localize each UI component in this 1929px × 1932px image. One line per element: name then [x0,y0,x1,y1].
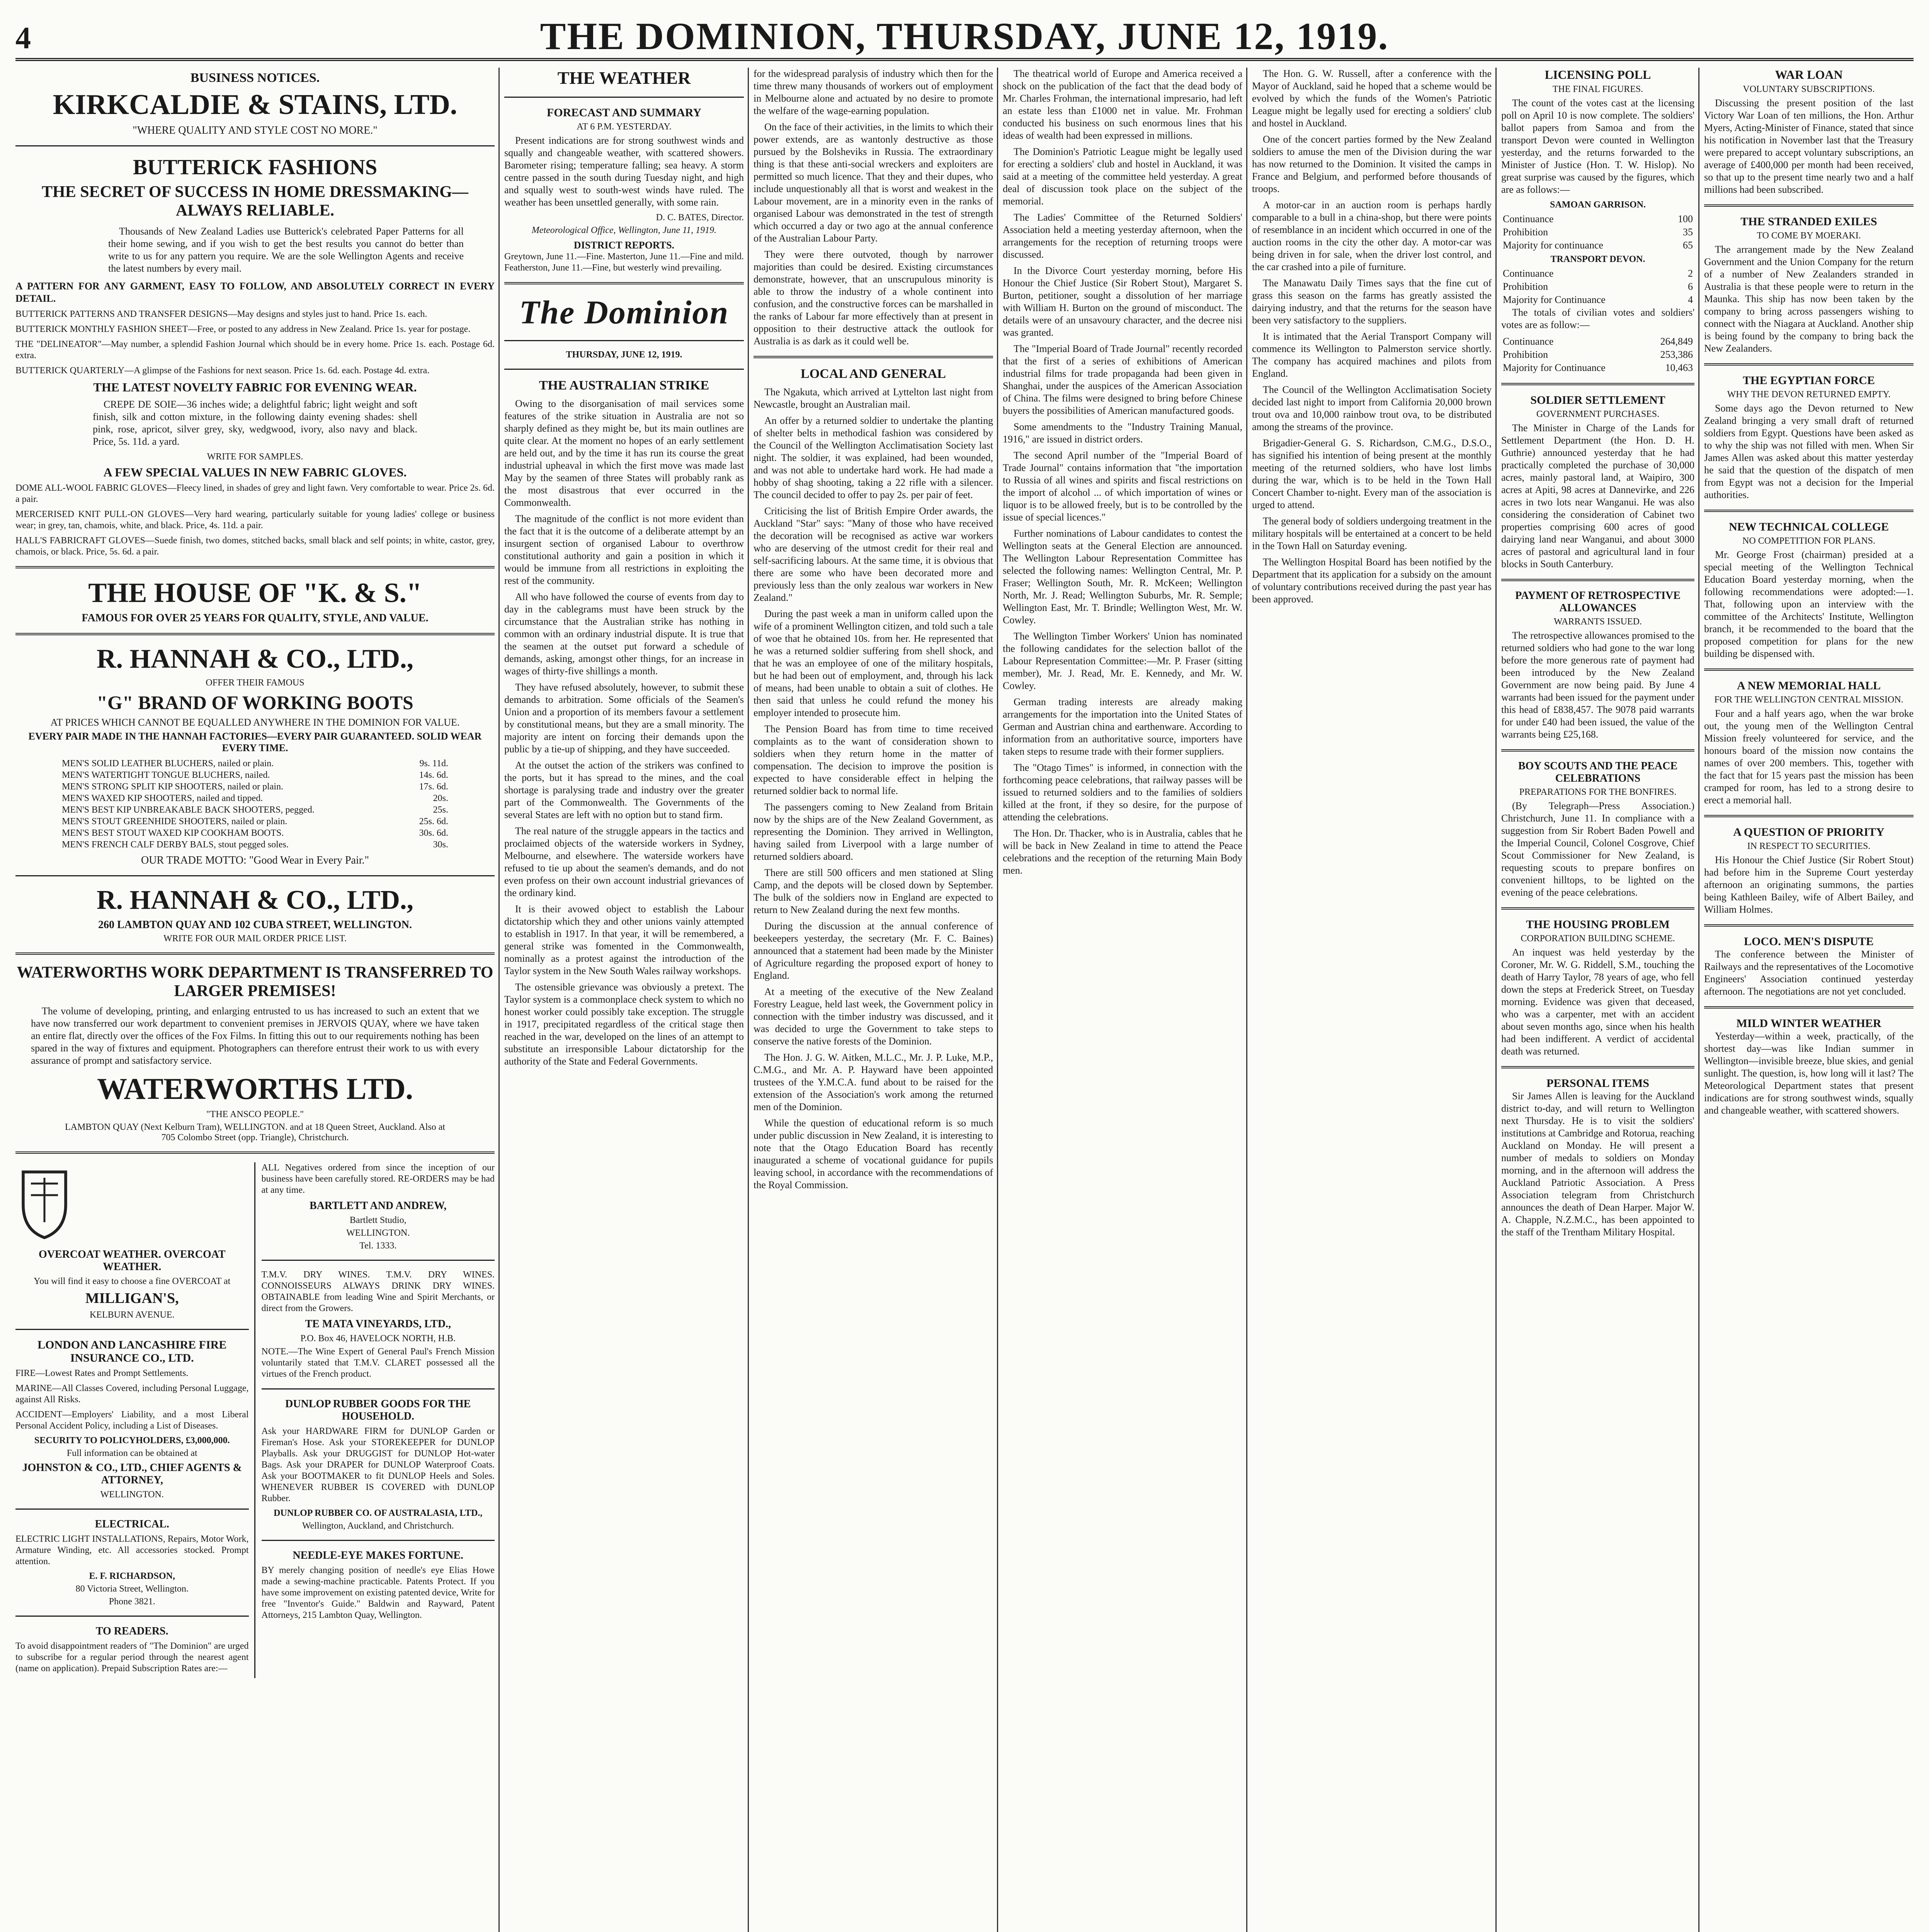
forecast-heading: FORECAST AND SUMMARY [546,106,702,119]
column-rule [1495,68,1497,1932]
london-security: SECURITY TO POLICYHOLDERS, £3,000,000. [34,1435,230,1446]
price-value: 14s. 6d. [419,770,448,780]
hannah-line2: EVERY PAIR MADE IN THE HANNAH FACTORIES—EVERY PAIR GUARANTEED. SOLID WEAR EVERY TIME. [28,731,482,753]
divider [504,369,744,370]
local-paragraph: An offer by a returned soldier to undertake the planting of shelter belts in methodical fashion was considered by the Council of the Wellington Acclimatisation Society last night. The soldier, it was explained, had been wounded, and was not able to undertake hard work. He had made a hobby of shag shooting, taking a 22 rifle with a silencer. The council decided to offer to pay 2s. per pair of feet. [754,415,993,500]
district-reports-heading: DISTRICT REPORTS. [573,240,675,251]
licensing-subheading: THE FINAL FIGURES. [1552,84,1643,94]
news-paragraph: The general body of soldiers undergoing treatment in the military hospitals will be entertained at a concert to be held in the Town Hall on Saturday evening. [1252,515,1492,551]
strike-paragraph: At the outset the action of the strikers was confined to the ports, but it has spread to the mines, and the coal shortage is paralysing trade and industry over the greater part of the Commonwealth. The Governments of the several States are left with no option but to stand firm. [504,760,744,820]
licensing-body: The count of the votes cast at the licensing poll on April 10 is now complete. The soldiers' ballot papers from Samoa and from the transport Devon were counted in Wellington yesterday, and the returns forwarded to the Minister of Justice (Hon. T. W. Hislop). No great surprise was caused by the figures, which are as follows:— [1501,97,1694,195]
column-rule [1698,68,1699,1932]
divider [1501,907,1694,910]
hannah-motto: OUR TRADE MOTTO: "Good Wear in Every Pair." [141,854,369,866]
scouts-body: (By Telegraph—Press Association.) Christchurch, June 11. In compliance with a suggestion from Sir Robert Baden Powell and the Imperial Council, Colonel Cosgrove, Chief Scout Commissioner for New Zealand, is requesting scouts to prepare bonfires on convenient hilltops, to be lighted on the evening of the peace celebrations. [1501,800,1694,898]
price-value: 20s. [433,793,448,803]
housing-heading: THE HOUSING PROBLEM [1526,918,1670,931]
strike-paragraph: for the widespread paralysis of industry which then for the time threw many thousands of workers out of employment in Melbourne alone and actuated by no desire to promote the welfare of the wage-earning population. [754,68,993,116]
strike-paragraph: They have refused absolutely, however, to submit these demands to arbitration. Some officials of the Seamen's Union and a proportion of its members favour a settlement by constitutional means, but they are a small minority. The majority are intent on forcing their demands upon the public by a tie-up of shipping, and they have succeeded. [504,682,744,755]
row-value: 253,386 [1660,349,1693,360]
divider [15,952,495,955]
electrical-heading: ELECTRICAL. [95,1518,169,1530]
business-notices-column [15,68,495,1932]
newspaper-title: THE DOMINION, THURSDAY, JUNE 12, 1919. [540,15,1389,58]
warloan-heading: WAR LOAN [1775,68,1843,82]
row-label: Majority for continuance [1503,240,1603,251]
row-value: 2 [1688,268,1693,279]
local-paragraph: There are still 500 officers and men stationed at Sling Camp, and the depots will be closed down by September. The bulk of the soldiers now in England are expected to return to New Zealand during the next few months. [754,867,993,915]
london-fire: FIRE—Lowest Rates and Prompt Settlements. [15,1368,189,1378]
row-label: Majority for Continuance [1503,362,1606,373]
needle-heading: NEEDLE-EYE MAKES FORTUNE. [293,1549,464,1561]
row-label: Majority for Continuance [1503,294,1606,305]
divider [1501,383,1694,385]
licensing-heading: LICENSING POLL [1545,68,1651,82]
crepe-description: CREPE DE SOIE—36 inches wide; a delightful fabric; light weight and soft finish, silk and cotton mixture, in the following dainty evening shades: shell pink, rose, apricot, silver grey, sky, wedgwood, ivory, also navy and black. Price, 5s. 11d. a yard. [93,399,417,447]
news-paragraph: The Dominion's Patriotic League might be legally used for erecting a soldiers' club and hostel in Auckland, it was said at a meeting of the committee held yesterday. A great deal of discussion took place on the subject of the memorial. [1003,146,1242,207]
price-item: MEN'S STRONG SPLIT KIP SHOOTERS, nailed or plain. [62,782,284,792]
row-value: 35 [1683,226,1693,238]
dunlop-heading: DUNLOP RUBBER GOODS FOR THE HOUSEHOLD. [285,1398,471,1422]
news-paragraph: The Wellington Hospital Board has been notified by the Department that its application for a subsidy on the amount of voluntary contributions received during the past year has been approved. [1252,556,1492,605]
memorial-heading: A NEW MEMORIAL HALL [1737,679,1881,692]
business-notices-heading: BUSINESS NOTICES. [190,71,320,85]
price-row [62,816,448,827]
divider [504,282,744,284]
ks-house-name: THE HOUSE OF "K. & S." [88,577,422,608]
table-row [1501,361,1694,374]
divider [15,1329,249,1330]
egypt-heading: THE EGYPTIAN FORCE [1743,374,1875,387]
loco-heading: LOCO. MEN'S DISPUTE [1744,935,1874,948]
district-reports-body: Greytown, June 11.—Fine. Masterton, June 11.—Fine and mild. Featherston, June 11.—Fine, but westerly wind prevailing. [504,252,744,273]
row-value: 4 [1688,294,1693,305]
price-value: 30s. [433,840,448,850]
overcoat-heading: OVERCOAT WEATHER. OVERCOAT WEATHER. [38,1248,226,1273]
personal-body: Sir James Allen is leaving for the Auckland district to-day, and will return to Wellington next Thursday. He is to visit the soldiers' institutions at Cambridge and Rotorua, reaching Auckland on Monday. He will present a number of medals to soldiers on Monday morning, and in the afternoon will address the Auckland Patriotic Association. A Press Association telegram from Christchurch announces the death of Dean Harper. Major W. A. Chapple, N.Z.M.C., has been appointed to the staff of the Trentham Military Hospital. [1501,1090,1694,1238]
hannah-brand: "G" BRAND OF WORKING BOOTS [97,692,413,713]
ks-tagline: FAMOUS FOR OVER 25 YEARS FOR QUALITY, STYLE, AND VALUE. [82,612,429,624]
local-paragraph: The passengers coming to New Zealand from Britain now by the ships are of the New Zealand Government, as representing the Dominion. They arrived in Wellington, having sailed from Liverpool with a large number of returned soldiers aboard. [754,801,993,862]
electrical-address: 80 Victoria Street, Wellington. [75,1584,189,1594]
price-value: 17s. 6d. [419,782,448,792]
news-paragraph: The Ladies' Committee of the Returned Soldiers' Association held a meeting yesterday afternoon, when the arrangements for the reception of returning troops were discussed. [1003,212,1242,260]
college-subheading: NO COMPETITION FOR PLANS. [1742,536,1876,546]
gloves-item: MERCERISED KNIT PULL-ON GLOVES—Very hard wearing, particularly suitable for young ladies' college or business wear; in grey, tan, chamois, white, and black. Price, 4s. 11d. a pair. [15,509,495,531]
butterick-title: BUTTERICK FASHIONS [133,155,378,179]
butterick-item: BUTTERICK PATTERNS AND TRANSFER DESIGNS—May designs and styles just to hand. Price 1s. each. [15,309,427,319]
priority-heading: A QUESTION OF PRIORITY [1733,826,1885,838]
divider [15,633,495,635]
news-paragraph: The Wellington Timber Workers' Union has nominated the following candidates for the selection ballot of the Labour Representation Committee:—Mr. P. Fraser (sitting member), Mr. J. Read, Mr. E. Kennedy, and Mr. W. Cowley. [1003,631,1242,691]
price-row [62,839,448,850]
london-lancashire-name: LONDON AND LANCASHIRE FIRE INSURANCE CO., LTD. [37,1338,227,1364]
personal-heading: PERSONAL ITEMS [1546,1077,1649,1090]
housing-subheading: CORPORATION BUILDING SCHEME. [1521,934,1675,944]
row-label: Continuance [1503,336,1554,347]
table-row [1501,335,1694,348]
priority-body: His Honour the Chief Justice (Sir Robert Stout) had before him in the Supreme Court yesterday afternoon an originating summons, the parties being Kathleen Bailey, wife of Albert Bailey, and William Holmes. [1704,854,1914,915]
bartlett-city: WELLINGTON. [346,1228,410,1238]
local-paragraph: During the past week a man in uniform called upon the wife of a prominent Wellington citizen, and told such a tale of woe that he obtained 10s. from her. He represented that he was a returned soldier suffering from shell shock, and that he was an employee of one of the military hospitals, but he had been out of employment, and, through his lack of means, had been unable to obtain a suit of clothes. He then said that unless he could refund the money his employer intended to prosecute him. [754,608,993,718]
price-row [62,781,448,793]
price-value: 25s. [433,805,448,815]
row-label: Continuance [1503,213,1554,224]
memorial-body: Four and a half years ago, when the war broke out, the young men of the Wellington Central Mission freely volunteered for service, and the honours board of the mission now contains the names of over 200 members. This, together with the fact that for 15 years past the mission has been cramped for room, has led to a strong desire to erect a memorial hall. [1704,708,1914,806]
electrical-body: ELECTRIC LIGHT INSTALLATIONS, Repairs, Motor Work, Armature Winding, etc. All accessories stocked. Prompt attention. [15,1534,249,1566]
column-rule [1246,68,1247,1932]
table-row [1501,213,1694,226]
milligans-address: KELBURN AVENUE. [89,1310,175,1320]
te-mata-name: TE MATA VINEYARDS, LTD., [305,1318,451,1330]
college-heading: NEW TECHNICAL COLLEGE [1728,520,1889,533]
settlement-subheading: GOVERNMENT PURCHASES. [1536,409,1660,419]
masthead [15,12,1914,61]
scouts-heading: BOY SCOUTS AND THE PEACE CELEBRATIONS [1518,760,1678,784]
novelty-heading: THE LATEST NOVELTY FABRIC FOR EVENING WEAR. [93,380,417,394]
dunlop-body: Ask your HARDWARE FIRM for DUNLOP Garden or Fireman's Hose. Ask your STOREKEEPER for DUNLOP Playballs. Ask your DRUGGIST for DUNLOP Hot-water Bags. Ask your DRAPER for DUNLOP Waterproof Coats. Ask your BOOTMAKER to fit DUNLOP Heels and Soles. WHENEVER RUBBER IS COVERED with DUNLOP Rubber. [261,1426,495,1503]
winter-body: Yesterday—within a week, practically, of the shortest day—was like Indian summer in Wellington—invisible breeze, blue skies, and genial sunlight. The question, is, how long will it last? The Meteorological Department states that present indications are for strong southwest winds, squally and changeable weather, with scattered showers. [1704,1031,1914,1116]
priority-subheading: IN RESPECT TO SECURITIES. [1747,841,1871,851]
butterick-item: THE "DELINEATOR"—May number, a splendid Fashion Journal which should be in every home. Price 1s. each. Postage 6d. extra. [15,339,495,361]
housing-body: An inquest was held yesterday by the Coroner, Mr. W. G. Riddell, S.M., touching the death of Harry Taylor, 78 years of age, who fell down the steps at Frederick Street, on Tuesday morning. Evidence was given that deceased, who was a carpenter, met with an accident about seven months ago, since when his health had been indifferent. A verdict of accidental death was returned. [1501,947,1694,1057]
table-row [1501,348,1694,361]
news-column-4 [1003,68,1242,1932]
hannah-line1: AT PRICES WHICH CANNOT BE EQUALLED ANYWHERE IN THE DOMINION FOR VALUE. [50,717,460,728]
right-ads [262,1162,495,1678]
divider [1704,1006,1914,1009]
row-value: 6 [1688,281,1693,292]
local-general-heading: LOCAL AND GENERAL [801,367,946,381]
london-info: Full information can be obtained at [66,1448,197,1458]
local-general-column [754,68,993,1932]
butterick-body: Thousands of New Zealand Ladies use Butterick's celebrated Paper Patterns for all their home sewing, and if you wish to get the best results you cannot do better than write to us for any pattern you require. We are the sole Wellington Agents and receive the latest numbers by every mail. [108,226,464,274]
price-item: MEN'S SOLID LEATHER BLUCHERS, nailed or plain. [62,759,274,769]
divider [262,1388,495,1389]
wines-body: T.M.V. DRY WINES. T.M.V. DRY WINES. CONNOISSEURS ALWAYS DRINK DRY WINES. OBTAINABLE from leading Wine and Spirit Merchants, or direct from the Growers. [261,1270,495,1313]
divider [1704,510,1914,512]
price-row [62,804,448,816]
readers-heading: TO READERS. [95,1625,168,1637]
news-paragraph: The Hon. Dr. Thacker, who is in Australia, cables that he will be back in New Zealand in time to attend the Peace celebrations and the reception of the returning Main Body men. [1003,828,1242,876]
loco-body: The conference between the Minister of Railways and the representatives of the Locomotive Engineers' Association continued yesterday afternoon. The negotiations are not yet concluded. [1704,949,1914,997]
london-marine: MARINE—All Classes Covered, including Personal Luggage, against All Risks. [15,1383,249,1405]
hannah-address: 260 LAMBTON QUAY AND 102 CUBA STREET, WELLINGTON. [98,919,412,931]
price-row [62,769,448,781]
gloves-item: DOME ALL-WOOL FABRIC GLOVES—Fleecy lined, in shades of grey and light fawn. Very comfortable to wear. Price 2s. 6d. a pair. [15,483,495,504]
milligans-name: MILLIGAN'S, [85,1290,179,1306]
waterworths-name: WATERWORTHS LTD. [97,1072,413,1105]
table-row [1501,280,1694,293]
strike-paragraph: It is their avowed object to establish the Labour dictatorship which they and other unions vainly attempted to establish in 1917. In that year, it will be remembered, a general strike was fomented in the Commonwealth, nominally as a protest against the introduction of the Taylor system in the New South Wales railway workshops. [504,903,744,976]
news-paragraph: Some amendments to the "Industry Training Manual, 1916," are issued in district orders. [1003,421,1242,445]
gloves-item: HALL'S FABRICRAFT GLOVES—Suede finish, two domes, stitched backs, small black and self points; in white, castor, grey, chamois, or black. Price, 5s. 6d. a pair. [15,536,495,557]
strike-paragraph: The ostensible grievance was obviously a pretext. The Taylor system is a commonplace check system to which no honest worker could possibly take exception. The struggle in 1917, precipitated regardless of the critical stage then reached in the war, developed on the lines of an attempt to substitute an irresponsible Labour dictatorship for the authority of the State and Federal Governments. [504,981,744,1067]
divider [1704,668,1914,671]
news-paragraph: The "Imperial Board of Trade Journal" recently recorded that the first of a series of exhibitions of American industrial films for trade propaganda had been given in Shanghai, under the auspices of the American Association of China. The films were designed to bring before Chinese buyers the possibilities of American manufactured goods. [1003,343,1242,416]
price-item: MEN'S FRENCH CALF DERBY BALS, stout pegged soles. [62,840,289,850]
samoa-heading: SAMOAN GARRISON. [1550,200,1646,210]
news-paragraph: The "Otago Times" is informed, in connection with the forthcoming peace celebrations, that railway passes will be issued to returned soldiers and to the families of soldiers killed at the front, if they so desire, for the purpose of attending the celebrations. [1003,762,1242,823]
war-loan-column [1704,68,1914,1932]
london-city: WELLINGTON. [100,1490,164,1500]
strike-heading: THE AUSTRALIAN STRIKE [539,378,709,393]
news-paragraph: German trading interests are already making arrangements for the importation into the United States of German and Austrian china and earthenware. According to information from an authoritative source, importers have taken steps to resume trade with their former suppliers. [1003,696,1242,757]
overcoat-body: You will find it easy to choose a fine OVERCOAT at [34,1276,231,1286]
coat-of-arms-icon [15,1166,73,1240]
divider [15,1509,249,1510]
editorial-date: THURSDAY, JUNE 12, 1919. [566,350,682,360]
divider [15,566,495,568]
exiles-subheading: TO COME BY MOERAKI. [1757,231,1861,241]
table-row [1501,226,1694,239]
paper-nameplate: The Dominion [519,294,729,331]
kirkcaldie-name: KIRKCALDIE & STAINS, LTD. [53,89,458,121]
news-paragraph: One of the concert parties formed by the New Zealand soldiers to amuse the men of the Division during the war has now returned to the Dominion. It visited the camps in France and Belgium, and performed before thousands of troops. [1252,134,1492,194]
retro-subheading: WARRANTS ISSUED. [1553,617,1642,627]
hannah-mail-order: WRITE FOR OUR MAIL ORDER PRICE LIST. [163,934,347,944]
memorial-subheading: FOR THE WELLINGTON CENTRAL MISSION. [1714,695,1903,705]
row-value: 10,463 [1665,362,1693,373]
news-paragraph: Further nominations of Labour candidates to contest the Wellington seats at the General Election are announced. The Wellington Labour Representation Committee has selected the following names: Wellington Central, Mr. P. Fraser; Wellington South, Mr. R. McKeen; Wellington North, Mr. J. Read; Wellington Suburbs, Mr. R. Semple; Wellington East, Mr. T. Brindle; Wellington West, Mr. W. Cowley. [1003,528,1242,626]
price-item: MEN'S WATERTIGHT TONGUE BLUCHERS, nailed. [62,770,270,780]
licensing-column [1501,68,1694,1932]
strike-paragraph: The magnitude of the conflict is not more evident than the fact that it is the outcome of a deliberate attempt by an insurgent section of organised Labour to overthrow constitutional authority and gain a position in which it would be immune from all restrictions in exploiting the rest of the community. [504,513,744,586]
waterworths-heading: WATERWORTHS WORK DEPARTMENT IS TRANSFERRED TO LARGER PREMISES! [17,964,493,1000]
egypt-subheading: WHY THE DEVON RETURNED EMPTY. [1727,389,1891,400]
strike-paragraph: They were there outvoted, though by narrower majorities than could be desired. Existing circumstances demonstrate, however, that an unscrupulous minority is able to throw the industry of a whole continent into confusion, and the constructive forces can be marshalled in the ranks of Labour far more effectively than at present in opposition to their destructive attack the outlook for Australia is as dark as it could well be. [754,249,993,347]
waterworths-body: The volume of developing, printing, and enlarging entrusted to us has increased to such an extent that we have now transferred our work department to convenient premises in JERVOIS QUAY, where we have taken an entire flat, directly over the offices of the Fox Films. In fitting this out to our requirements nothing has been spared in the way of fixtures and equipment. Photographers can therefore entrust their work to us with every assurance of prompt and satisfactory service. [31,1005,479,1066]
waterworths-address: LAMBTON QUAY (Next Kelburn Tram), WELLINGTON. and at 18 Queen Street, Auckland. Also at 705 Colombo Street (opp. Triangle), Christchurch. [65,1122,446,1143]
strike-paragraph: The real nature of the struggle appears in the tactics and proclaimed objects of the waterside workers in Sydney, Melbourne, and elsewhere. The waterside workers have refused to tie up about the seamen's demands, and do not even profess on their own account industrial grievances of the ordinary kind. [504,825,744,898]
butterick-subtitle: THE SECRET OF SUCCESS IN HOME DRESSMAKING—ALWAYS RELIABLE. [42,183,468,219]
forecast-time: AT 6 P.M. YESTERDAY. [577,122,672,132]
news-column-5 [1252,68,1492,1932]
bartlett-body: ALL Negatives ordered from since the inception of our business have been carefully stored. RE-ORDERS may be had at any time. [261,1163,495,1195]
local-paragraph: The Pension Board has from time to time received complaints as to the want of consideration shown to soldiers when they return home in the matter of compensation. The decision to improve the position is expected to have considerable effect in helping the returned soldier back to normal life. [754,723,993,796]
divider [262,1540,495,1541]
divider [15,1616,249,1617]
warloan-body: Discussing the present position of the last Victory War Loan of ten millions, the Hon. Arthur Myers, Acting-Minister of Finance, stated that since his notification in November last that the Treasury were prepared to accept voluntary subscriptions, an average of £400,000 per month had been received, so that up to the present time nearly two and a half millions had been subscribed. [1704,97,1914,195]
hannah-price-list [62,758,448,850]
devon-results-table [1501,267,1694,306]
wines-note: NOTE.—The Wine Expert of General Paul's French Mission voluntarily stated that T.M.V. CLARET possessed all the virtues of the French product. [261,1347,495,1379]
page-number: 4 [15,21,31,55]
waterworths-tag: "THE ANSCO PEOPLE." [206,1109,304,1119]
row-label: Prohibition [1503,281,1548,292]
electrical-name: E. F. RICHARDSON, [89,1571,175,1581]
price-value: 30s. 6d. [419,828,448,838]
bartlett-tel: Tel. 1333. [359,1241,397,1251]
news-paragraph: The Council of the Wellington Acclimatisation Society decided last night to import from California 20,000 brown trout ova and 10,000 rainbow trout ova, to be distributed among the streams of the province. [1252,384,1492,432]
news-paragraph: The Hon. G. W. Russell, after a conference with the Mayor of Auckland, said he hoped that a scheme would be evolved by which the funds of the Women's Patriotic League might be legally used for erecting a soldiers' club and hostel in Auckland. [1252,68,1492,129]
samoa-results-table [1501,213,1694,252]
electrical-phone: Phone 3821. [109,1597,155,1607]
table-row [1501,267,1694,280]
column-rule [997,68,998,1932]
row-label: Continuance [1503,268,1554,279]
price-item: MEN'S BEST STOUT WAXED KIP COOKHAM BOOTS. [62,828,284,838]
forecast-office: Meteorological Office, Wellington, June 11, 1919. [531,225,717,235]
row-label: Prohibition [1503,226,1548,238]
divider [15,1151,495,1154]
local-paragraph: Criticising the list of British Empire Order awards, the Auckland "Star" says: "Many of those who have received the decoration will be recognised as active war workers who are deserving of the utmost credit for their real and self-sacrificing labours. At the same time, it is obvious that there are some who have been decorated more and previously less than the only zealous war workers in New Zealand." [754,505,993,603]
forecast-signature: D. C. BATES, Director. [656,213,744,223]
divider [1704,924,1914,927]
readers-body: To avoid disappointment readers of "The Dominion" are urged to subscribe for a regular period through the nearest agent (name on application). Prepaid Subscription Rates are:— [15,1641,249,1673]
london-agents: JOHNSTON & CO., LTD., CHIEF AGENTS & ATTORNEY, [22,1462,242,1486]
local-paragraph: The Hon. J. G. W. Aitken, M.L.C., Mr. J. P. Luke, M.P., C.M.G., and Mr. A. P. Hayward have been appointed trustees of the Y.M.C.A. fund about to be raised for the extension of the Association's work among the returned men of the Dominion. [754,1052,993,1112]
table-row [1501,293,1694,306]
butterick-item: BUTTERICK MONTHLY FASHION SHEET—Free, or posted to any address in New Zealand. Price 1s. year for postage. [15,324,471,334]
divider [1704,204,1914,207]
divider [504,340,744,341]
divider [262,1260,495,1261]
price-item: MEN'S WAXED KIP SHOOTERS, nailed and tipped. [62,793,263,803]
price-row [62,827,448,839]
table-row [1501,239,1694,252]
divider [1704,815,1914,817]
forecast-body: Present indications are for strong southwest winds and squally and changeable weather, with scattered showers. Barometer rising; temperature falling; sea heavy. A storm centre passed in the south during Tuesday night, and high and squally west to south-west winds have ruled. The weather has been unsettled generally, with some rain. [504,135,744,208]
dunlop-company: DUNLOP RUBBER CO. OF AUSTRALASIA, LTD., [274,1508,483,1518]
divider [504,97,744,98]
overcoat-ad [15,1162,255,1678]
price-row [62,793,448,804]
gloves-heading: A FEW SPECIAL VALUES IN NEW FABRIC GLOVES. [103,465,407,479]
needle-body: BY merely changing position of needle's eye Elias Howe made a sewing-machine practicable. Patents Protect. If you have some improvement on existing patented device, Write for free "Inventor's Guide." Baldwin and Rayward, Patent Attorneys, 215 Lambton Quay, Wellington. [261,1565,495,1620]
divider [1501,749,1694,752]
butterick-item: BUTTERICK QUARTERLY—A glimpse of the Fashions for next season. Price 1s. 6d. each. Postage 4d. extra. [15,366,430,376]
row-value: 65 [1683,240,1693,251]
price-value: 25s. 6d. [419,816,448,827]
totals-note: The totals of civilian votes and soldiers' votes are as follow:— [1501,307,1694,330]
winter-heading: MILD WINTER WEATHER [1736,1017,1881,1030]
price-item: MEN'S STOUT GREENHIDE SHOOTERS, nailed or plain. [62,816,287,827]
kirkcaldie-slogan: "WHERE QUALITY AND STYLE COST NO MORE." [133,124,378,136]
price-row [62,758,448,769]
strike-paragraph: On the face of their activities, in the limits to which their power extends, are as wantonly destructive as those pursued by the Bolsheviks in Russia. The extraordinary thing is that these anti-social wreckers and exploiters are permitted so much licence. That they and their dupes, who include unquestionably all that is worst and weakest in the Labour movement, are in a minority even in the ranks of organised Labour was demonstrated in the test of strength which occurred a day or two ago at the annual conference of the Australian Labour Party. [754,121,993,244]
local-paragraph: During the discussion at the annual conference of beekeepers yesterday, the secretary (Mr. F. C. Baines) announced that a statement had been made by the Minister of Agriculture regarding the proposed export of honey to England. [754,920,993,981]
divider [1501,1066,1694,1068]
divider [1501,579,1694,581]
news-paragraph: The theatrical world of Europe and America received a shock on the publication of the fact that the dead body of Mr. Charles Frohman, the international impresario, had left an estate less than £1000 net in value. Mr. Frohman conducted his business on such enormous lines that his ideas of wealth had been expressed in millions. [1003,68,1242,141]
retro-heading: PAYMENT OF RETROSPECTIVE ALLOWANCES [1515,590,1681,614]
local-paragraph: The Ngakuta, which arrived at Lyttelton last night from Newcastle, brought an Australian mail. [754,386,993,410]
divider [754,356,993,358]
divider [15,875,495,876]
price-value: 9s. 11d. [419,759,448,769]
divider [1704,363,1914,366]
settlement-body: The Minister in Charge of the Lands for Settlement Department (the Hon. D. H. Guthrie) announced yesterday that he had practically completed the purchase of 30,000 acres, mainly pastoral land, at Waipiro, 300 acres at Apiti, 98 acres at Dannevirke, and 226 acres in two lots near Wanganui. He was also considering the consideration of Cabinet two properties comprising 600 acres of good dairying land near Wanganui, and about 3000 acres of pastoral and agricultural land in four blocks in South Canterbury. [1501,422,1694,570]
devon-heading: TRANSPORT DEVON. [1550,254,1645,264]
exiles-heading: THE STRANDED EXILES [1740,215,1877,228]
strike-paragraph: Owing to the disorganisation of mail services some features of the strike situation in Australia are not so sharply defined as they might be, but its main outlines are quite clear. At the moment no hopes of an early settlement are held out, and by the time it has run its course the great industrial upheaval in which the first move was made last May by the seamen of three States will probably rank as the most disastrous that ever occurred in the Commonwealth. [504,398,744,508]
dunlop-address: Wellington, Auckland, and Christchurch. [302,1521,454,1531]
butterick-tagline: A PATTERN FOR ANY GARMENT, EASY TO FOLLOW, AND ABSOLUTELY CORRECT IN EVERY DETAIL. [15,281,495,304]
te-mata-address: P.O. Box 46, HAVELOCK NORTH, H.B. [300,1333,456,1344]
retro-body: The retrospective allowances promised to the returned soldiers who had gone to the war long before the more generous rate of payment had been introduced by the New Zealand Government are now being paid. By June 4 warrants had been issued for the payment under this head of £838,457. The 9078 paid warrants for under £40 had been issued, the value of the warrants being £25,168. [1501,630,1694,740]
local-paragraph: At a meeting of the executive of the New Zealand Forestry League, held last week, the Government policy in connection with the timber industry was discussed, and it was decided to urge the Government to take steps to conserve the native forests of the Dominion. [754,986,993,1047]
hannah-offer: OFFER THEIR FAMOUS [206,678,304,688]
row-value: 100 [1678,213,1693,224]
divider [15,145,495,146]
column-rule [748,68,749,1932]
weather-heading: THE WEATHER [557,68,691,88]
settlement-heading: SOLDIER SETTLEMENT [1530,394,1665,406]
news-paragraph: A motor-car in an auction room is perhaps hardly comparable to a bull in a china-shop, but there were points of resemblance in an incident which occurred in one of the auction rooms in the city the other day. A motor-car was being driven in for sale, when the driver lost control, and the car crashed into a pile of furniture. [1252,199,1492,272]
exiles-body: The arrangement made by the New Zealand Government and the Union Company for the return of a number of New Zealanders stranded in Australia is that these people were to return in the Maunka. This ship has now been taken by the company to bring across passengers wishing to connect with the Niagara at Auckland. Another ship is being found by the company to bring back the New Zealanders. [1704,244,1914,354]
local-paragraph: While the question of educational reform is so much under public discussion in New Zealand, it is interesting to note that the Otago Education Board has recently inaugurated a scheme of vocational guidance for pupils leaving school, in accordance with the recommendations of the Royal Commission. [754,1117,993,1190]
strike-paragraph: All who have followed the course of events from day to day in the cablegrams must have been struck by the circumstance that the Australian strike has nothing in common with an ordinary industrial dispute. It is true that the seamen at the outset put forward a schedule of demands, asking, amongst other things, for an increase in wages of thirty-five shillings a month. [504,591,744,677]
london-accident: ACCIDENT—Employers' Liability, and a most Liberal Personal Accident Policy, including a List of Diseases. [15,1410,249,1431]
hannah-name-footer: R. HANNAH & CO., LTD., [97,885,413,915]
bartlett-name: BARTLETT AND ANDREW, [309,1200,447,1212]
bartlett-street: Bartlett Studio, [349,1215,407,1225]
news-paragraph: The second April number of the "Imperial Board of Trade Journal" contains information that "the importation to Russia of all wines and spirits and fiscal restrictions on the import of alcohol ... of which importation of wines or liquor is to be allowed freely, but is to be controlled by the issue of special licences." [1003,450,1242,523]
price-item: MEN'S BEST KIP UNBREAKABLE BACK SHOOTERS, pegged. [62,805,315,815]
news-paragraph: It is intimated that the Aerial Transport Company will commence its Wellington to Palmerston service shortly. The company has acquired machines and pilots from England. [1252,331,1492,379]
weather-editorial-column [504,68,744,1932]
warloan-subheading: VOLUNTARY SUBSCRIPTIONS. [1743,84,1875,94]
row-value: 264,849 [1660,336,1693,347]
news-paragraph: The Manawatu Daily Times says that the fine cut of grass this season on the farms has greatly assisted the dairying industry, and that the returns for the season have been very satisfactory to the suppliers. [1252,277,1492,326]
row-label: Prohibition [1503,349,1548,360]
write-for-samples: WRITE FOR SAMPLES. [207,452,303,462]
egypt-body: Some days ago the Devon returned to New Zealand bringing a very small draft of returned soldiers from Egypt. Questions have been asked as to why the ship was not filled with men. When Sir James Allen was asked about this matter yesterday he said that the question of the dispatch of men from Egypt was not a decision for the Imperial authorities. [1704,403,1914,500]
news-paragraph: In the Divorce Court yesterday morning, before His Honour the Chief Justice (Sir Robert Stout), Margaret S. Burton, petitioner, sought a dissolution of her marriage with William H. Burton on the ground of misconduct. The details were of an unsavoury character, and the decree nisi was granted. [1003,265,1242,338]
column-rule [498,68,500,1932]
news-paragraph: Brigadier-General G. S. Richardson, C.M.G., D.S.O., has signified his intention of being present at the monthly meeting of the returned soldiers, who have lost limbs during the war, which is to be held in the Town Hall Concert Chamber to-night. Every man of the association is urged to attend. [1252,437,1492,510]
scouts-subheading: PREPARATIONS FOR THE BONFIRES. [1519,787,1677,797]
hannah-name: R. HANNAH & CO., LTD., [97,644,413,674]
college-body: Mr. George Frost (chairman) presided at a special meeting of the Wellington Technical Education Board yesterday morning, when the following recommendations were adopted:—1. That, following upon an interview with the committee of the Architects' Institute, Wellington branch, it be recommended to the board that the proposed competition for plans for the new building be dispensed with. [1704,549,1914,659]
totals-results-table [1501,335,1694,374]
